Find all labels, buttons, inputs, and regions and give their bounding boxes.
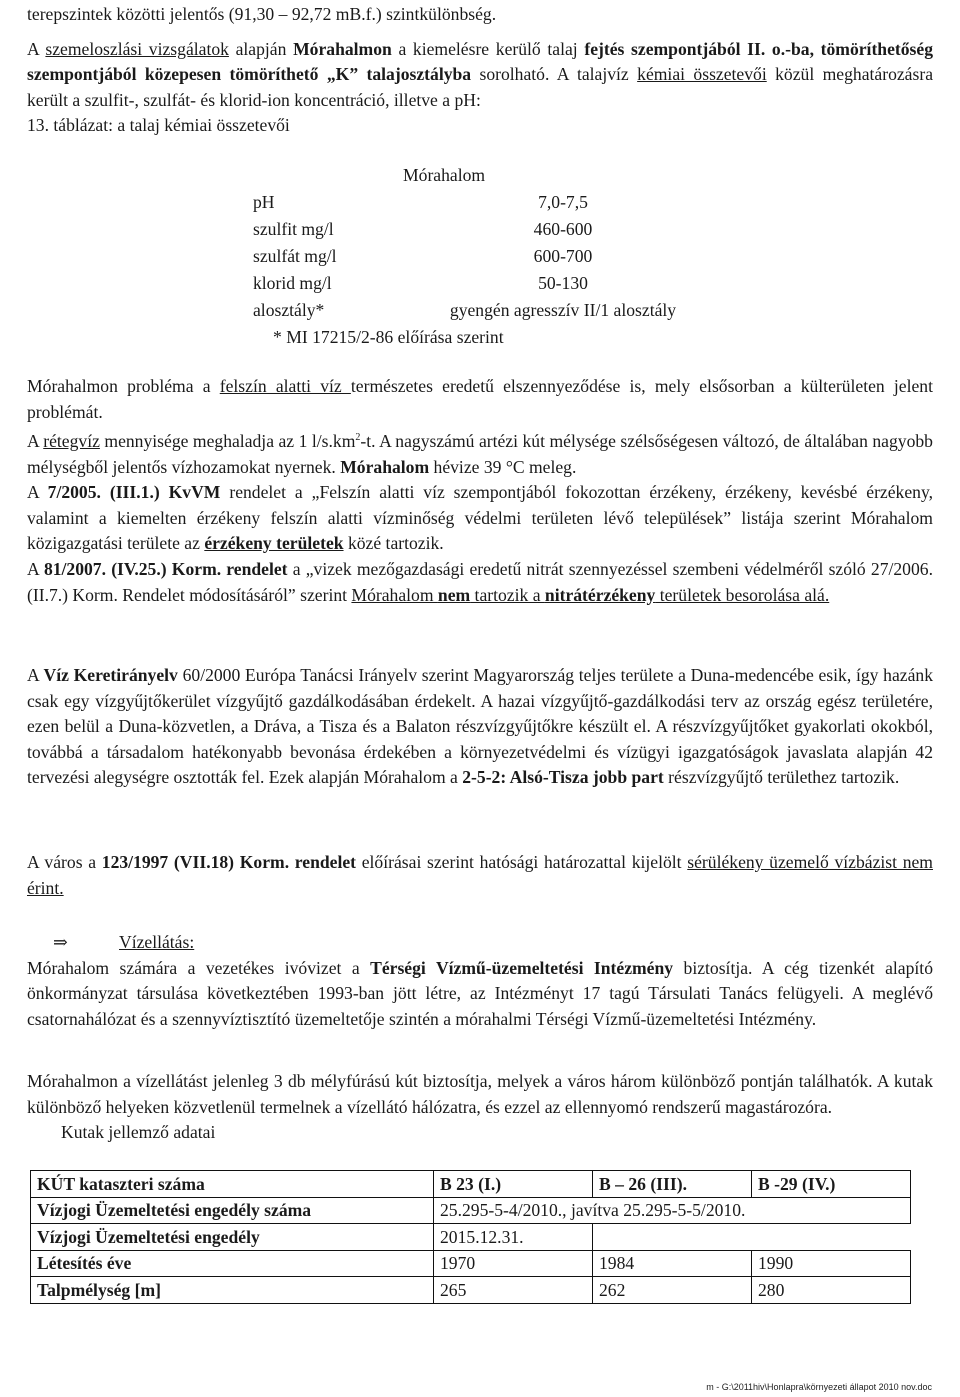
table-row: Vízjogi Üzemeltetési engedély 2015.12.31.: [31, 1224, 911, 1251]
vizellatas-section: [27, 930, 933, 1032]
paragraph-nitrat: A 81/2007. (IV.25.) Korm. rendelet a „vizek mezőgazdasági eredetű nitrát szennyezéssel szembeni védelméről szóló 27/2006. (II.7.) Korm. Rendelet módosításáról” szerint Mórahalom nem tartozik a nitrátérzékeny területek besorolása alá.: [27, 559, 933, 605]
soil-paragraph: A szemeloszlási vizsgálatok alapján Mórahalmon a kiemelésre kerülő talaj fejtés szempontjából II. o.-ba, tömöríthetőség szempontjából közepesen tömöríthető „K” talajosztályba sorolható. A talajvíz kémiai összetevői közül meghatározásra került a szulfit-, szulfát- és klorid-ion koncentráció, illetve a pH:: [27, 38, 934, 110]
chem-row: szulfát mg/l 600-700: [253, 246, 593, 266]
link-kemiai[interactable]: kémiai összetevői: [637, 64, 767, 85]
section-title-vizellatas[interactable]: Vízellátás:: [119, 932, 195, 952]
link-felszin-alatti-viz[interactable]: felszín alatti víz: [219, 376, 351, 396]
chem-table: [253, 162, 723, 351]
table-caption: 13. táblázat: a talaj kémiai összetevői: [27, 115, 290, 136]
link-serulekeny-vizbazis[interactable]: sérülékeny üzemelő vízbázist nem érint.: [27, 852, 933, 898]
chem-row: szulfit mg/l 460-600: [253, 219, 593, 239]
arrow-right-icon: ⇒: [53, 932, 68, 952]
chem-row: alosztály* gyengén agresszív II/1 alosztály: [253, 300, 677, 320]
chem-table-header: Mórahalom: [403, 165, 486, 185]
paragraph-kvvm: A 7/2005. (III.1.) KvVM rendelet a „Felszín alatti víz szempontjából fokozottan érzékeny, érzékeny, kevésbé érzékeny, valamint a kiemelten érzékeny felszín alatti vízminőség védelmi területen lévő települések” listája szerint Mórahalom közigazgatási területe az érzékeny területek közé tartozik.: [27, 482, 934, 554]
footer-path: m - G:\2011hiv\Honlapra\környezeti állapot 2010 nov.doc: [706, 1382, 932, 1392]
link-szemeloszlasi[interactable]: szemeloszlási vizsgálatok: [45, 38, 229, 59]
intro-line: terepszintek közötti jelentős (91,30 – 92,72 mB.f.) szintkülönbség.: [27, 4, 497, 24]
section-heading: [27, 930, 933, 956]
link-retegviz[interactable]: rétegvíz: [43, 431, 100, 452]
table-row: Talpmélység [m] 265 262 280: [31, 1277, 911, 1304]
link-nitrat[interactable]: Mórahalom nem tartozik a nitrátérzékeny területek besorolása alá.: [351, 584, 830, 605]
chem-footnote: * MI 17215/2-86 előírása szerint: [273, 327, 504, 347]
paragraph-retegviz: A rétegvíz mennyisége meghaladja az 1 $l/s.km^2-t$. A nagyszámú artézi kút mélysége szélsőségesen változó, de általában nagyobb mélységből jelentős vízhozamokat nyernek. Mórahalom hévize 39 °C meleg.: [27, 431, 933, 477]
body-text: [27, 374, 933, 608]
paragraph-vizbazis: A város a 123/1997 (VII.18) Korm. rendelet előírásai szerint hatósági határozattal kijelölt sérülékeny üzemelő vízbázist nem érint.: [27, 852, 933, 898]
table-row: KÚT kataszteri száma B 23 (I.) B – 26 (III). B -29 (IV.): [31, 1171, 911, 1198]
kutak-section: [27, 1069, 933, 1146]
water-framework-section: [27, 663, 933, 791]
table-row: Vízjogi Üzemeltetési engedély száma 25.295-5-4/2010., javítva 25.295-5-5/2010.: [31, 1197, 911, 1224]
paragraph-vizmu: Mórahalom számára a vezetékes ivóvizet a Térségi Vízmű-üzemeltetési Intézmény biztosítja. A cég tizenkét alapító önkormányzat társulása következtében 1993-ban jött létre, az Intézményt 17 tagú Társulati Tanács felügyeli. A meglévő csatornahálózat és a szennyvíztisztító üzemeltetője szintén a mórahalmi Térségi Vízmű-üzemeltetési Intézmény.: [27, 957, 933, 1029]
wells-table: [30, 1170, 911, 1304]
chem-row: pH 7,0-7,5: [253, 192, 588, 212]
link-erzekeny-teruletek[interactable]: érzékeny területek: [204, 533, 344, 554]
intro-section: [27, 2, 933, 139]
paragraph-viz-keretiranyelv: A Víz Keretirányelv 60/2000 Európa Tanácsi Irányelv szerint Magyarország teljes területe a Duna-medencébe esik, így hazánk csak egy vízgyűjtőkerület vízgyűjtő gazdálkodásában érdekelt. A hazai vízgyűjtő-gazdálkodási terv az ország egész területére, ezen belül a Duna-közvetlen, a Dráva, a Tisza és a Balaton részvízgyűjtőkre készült el. A részvízgyűjtőket gyakorlati okokból, továbbá a társadalom hatékonyabb bevonása érdekében a környezetvédelmi és vízügyi igazgatóságok javaslata alapján 42 tervezési alegységre osztották fel. Ezek alapján Mórahalom a 2-5-2: Alsó-Tisza jobb part részvízgyűjtő területhez tartozik.: [27, 665, 933, 788]
vizbazis-section: [27, 850, 933, 901]
paragraph-felszin: Mórahalmon probléma a felszín alatti víz természetes eredetű elszennyeződése is, mely elsősorban a külterületen jelent problémát.: [27, 376, 933, 422]
wells-caption: Kutak jellemző adatai: [61, 1122, 216, 1143]
chem-row: klorid mg/l 50-130: [253, 273, 588, 293]
paragraph-kutak: Mórahalmon a vízellátást jelenleg 3 db mélyfúrású kút biztosítja, melyek a város három különböző pontján találhatók. A kutak különböző helyeken közvetlenül termelnek a vízellátó hálózatra, és ezzel az ellennyomó rendszerű magastározóra.: [27, 1071, 933, 1117]
table-row: Létesítés éve 1970 1984 1990: [31, 1250, 911, 1277]
